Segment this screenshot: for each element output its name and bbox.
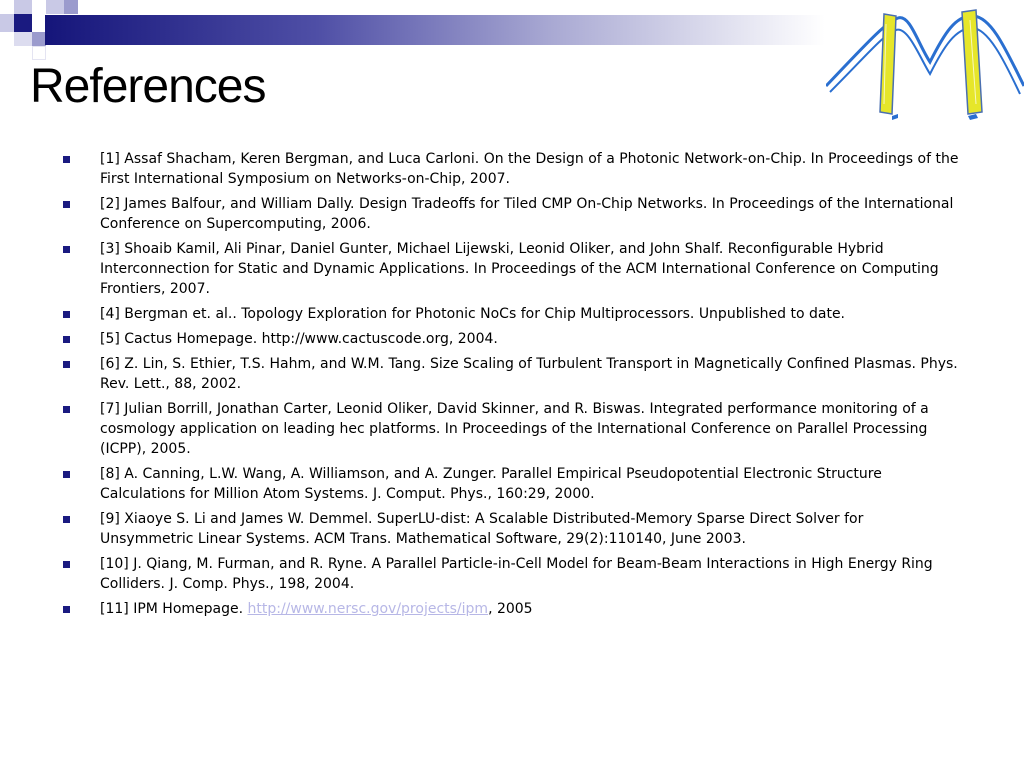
list-item — [60, 329, 960, 349]
square-bullet-icon — [63, 516, 70, 523]
reference-text: [11] IPM Homepage. — [100, 601, 248, 617]
reference-text: [3] Shoaib Kamil, Ali Pinar, Daniel Gunter, Michael Lijewski, Leonid Oliker, and John Shalf. Reconfigurable Hybrid Interconnection for Static and Dynamic Applications. In Proceedings of the ACM International Conference on Computing Frontiers, 2007. — [100, 241, 939, 297]
list-item — [60, 599, 960, 619]
square-bullet-icon — [63, 561, 70, 568]
decor-square-2 — [32, 0, 46, 14]
reference-text: [10] J. Qiang, M. Furman, and R. Ryne. A Parallel Particle-in-Cell Model for Beam-Beam Interactions in High Energy Ring Colliders. J. Comp. Phys., 198, 2004. — [100, 556, 933, 592]
decor-square-4 — [64, 0, 78, 14]
square-bullet-icon — [63, 406, 70, 413]
square-bullet-icon — [63, 156, 70, 163]
bridge-logo-icon — [826, 4, 1024, 122]
list-item — [60, 464, 960, 504]
list-item — [60, 399, 960, 459]
reference-text: [5] Cactus Homepage. http://www.cactuscode.org, 2004. — [100, 331, 498, 347]
list-item — [60, 354, 960, 394]
reference-text: [4] Bergman et. al.. Topology Exploration for Photonic NoCs for Chip Multiprocessors. Unpublished to date. — [100, 306, 846, 322]
reference-text: [6] Z. Lin, S. Ethier, T.S. Hahm, and W.M. Tang. Size Scaling of Turbulent Transport in Magnetically Confined Plasmas. Phys. Rev. Lett., 88, 2002. — [100, 356, 958, 392]
reference-text: [1] Assaf Shacham, Keren Bergman, and Luca Carloni. On the Design of a Photonic Network-on-Chip. In Proceedings of the First International Symposium on Networks-on-Chip, 2007. — [100, 151, 959, 187]
decor-square-5 — [0, 14, 14, 32]
reference-text: [8] A. Canning, L.W. Wang, A. Williamson, and A. Zunger. Parallel Empirical Pseudopotential Electronic Structure Calculations for Million Atom Systems. J. Comput. Phys., 160:29, 2000. — [100, 466, 882, 502]
square-bullet-icon — [63, 361, 70, 368]
header-gradient-bar — [45, 15, 825, 45]
decor-square-3 — [46, 0, 64, 14]
references-list — [60, 149, 960, 624]
decor-square-6 — [14, 14, 32, 32]
list-item — [60, 239, 960, 299]
square-bullet-icon — [63, 246, 70, 253]
reference-text-suffix: , 2005 — [488, 601, 533, 617]
square-bullet-icon — [63, 471, 70, 478]
decor-square-8 — [14, 32, 32, 46]
square-bullet-icon — [63, 336, 70, 343]
square-bullet-icon — [63, 201, 70, 208]
list-item — [60, 554, 960, 594]
page-title: References — [30, 60, 266, 113]
decor-square-7 — [32, 32, 46, 46]
decor-square-1 — [14, 0, 32, 14]
list-item — [60, 149, 960, 189]
reference-text: [2] James Balfour, and William Dally. Design Tradeoffs for Tiled CMP On-Chip Networks. In Proceedings of the International Conference on Supercomputing, 2006. — [100, 196, 954, 232]
decor-square-9 — [32, 46, 46, 60]
reference-text: [7] Julian Borrill, Jonathan Carter, Leonid Oliker, David Skinner, and R. Biswas. Integrated performance monitoring of a cosmology application on leading hec platforms. In Proceedings of the International Conference on Parallel Processing (ICPP), 2005. — [100, 401, 929, 457]
square-bullet-icon — [63, 311, 70, 318]
list-item — [60, 194, 960, 234]
square-bullet-icon — [63, 606, 70, 613]
ipm-homepage-link[interactable]: http://www.nersc.gov/projects/ipm — [247, 601, 489, 617]
list-item — [60, 509, 960, 549]
list-item — [60, 304, 960, 324]
reference-text: [9] Xiaoye S. Li and James W. Demmel. SuperLU-dist: A Scalable Distributed-Memory Sparse Direct Solver for Unsymmetric Linear Systems. ACM Trans. Mathematical Software, 29(2):110140, June 2003. — [100, 511, 864, 547]
